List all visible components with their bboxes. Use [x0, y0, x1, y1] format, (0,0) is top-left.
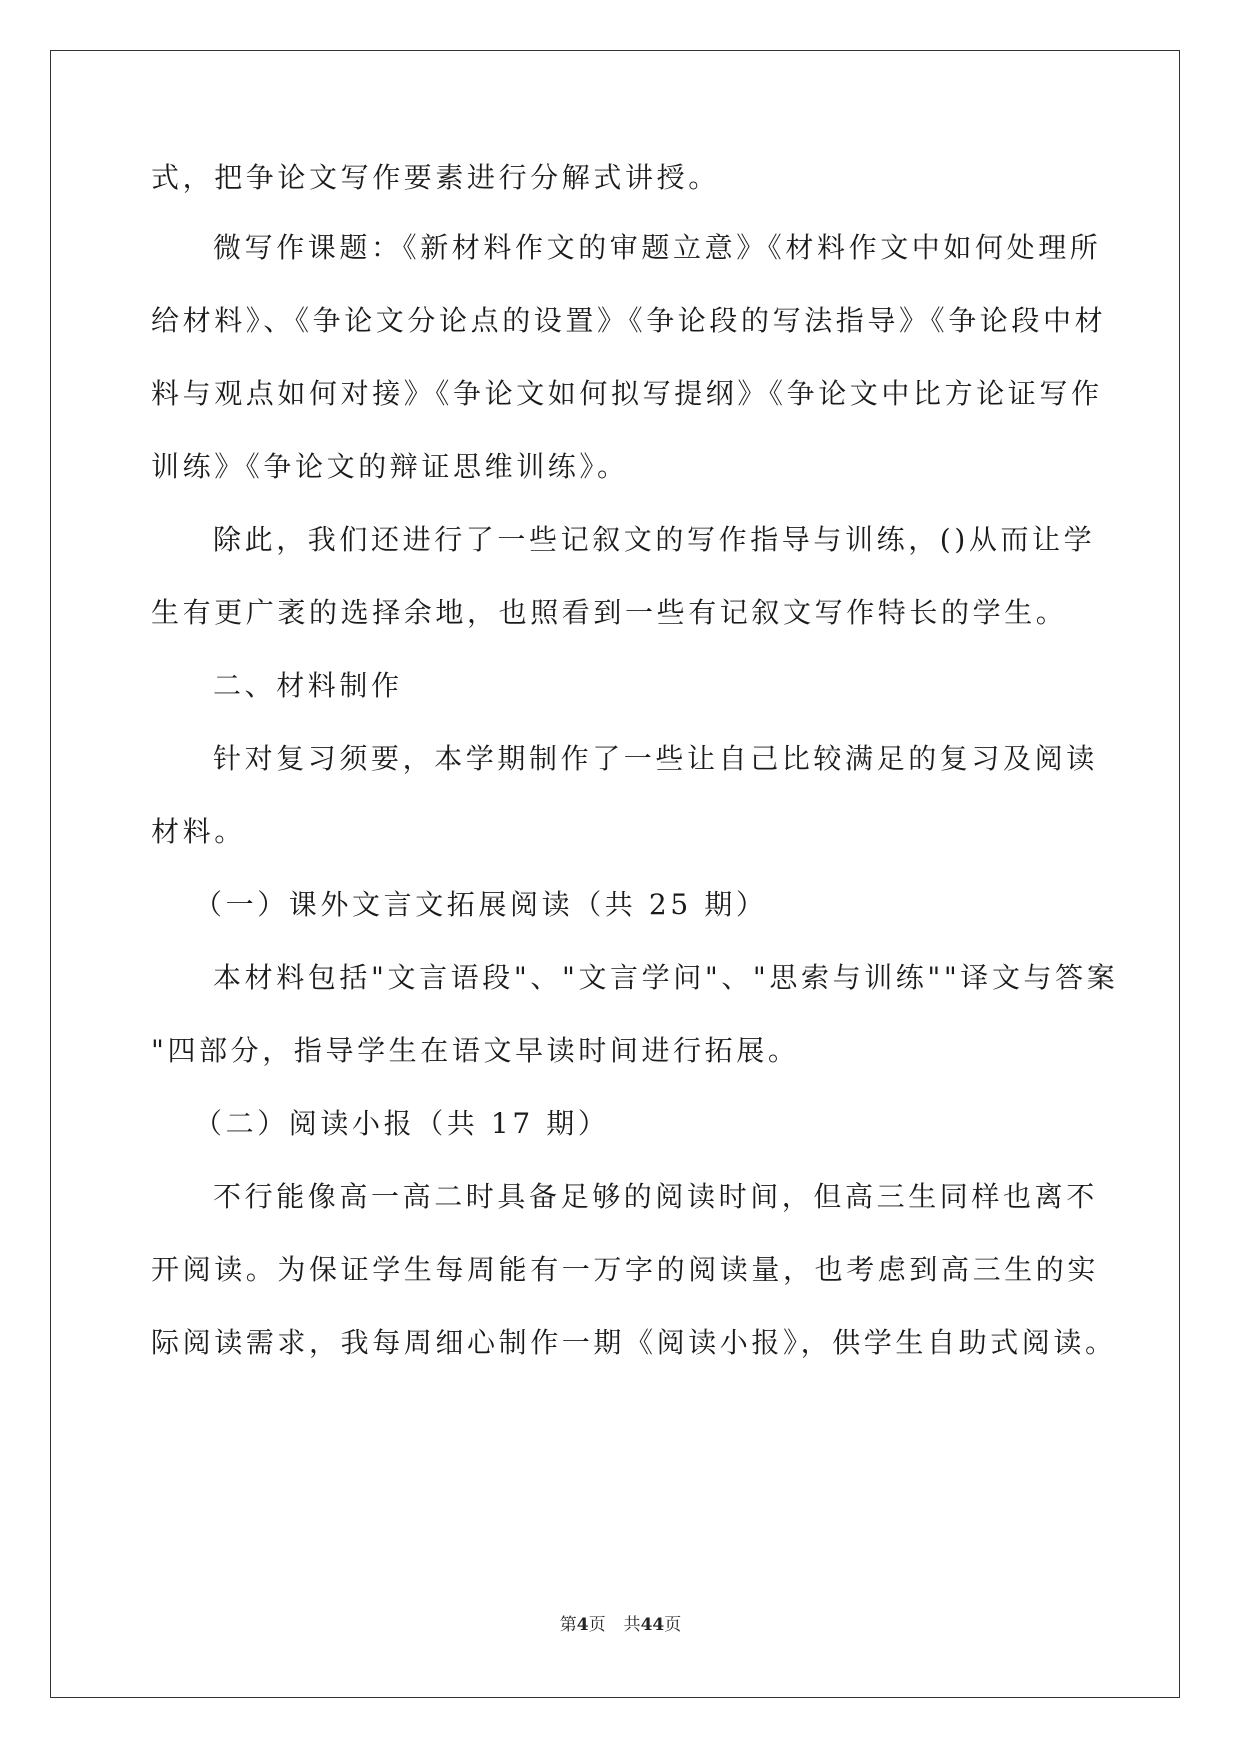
page-total: 44 [640, 1615, 665, 1635]
page-border [50, 50, 1180, 1698]
text-line: 训练》《争论文的辩证思维训练》。 [151, 450, 629, 483]
paragraph-start: 除此，我们还进行了一些记叙文的写作指导与训练，()从而让学 [213, 523, 1096, 556]
paragraph-start: 针对复习须要，本学期制作了一些让自己比较满足的复习及阅读 [213, 742, 1098, 775]
text-line: 生有更广袤的选择余地，也照看到一些有记叙文写作特长的学生。 [151, 596, 1068, 629]
text-line: 给材料》、《争论文分论点的设置》《争论段的写法指导》《争论段中材 [151, 304, 1107, 337]
total-label-suffix: 页 [664, 1615, 682, 1635]
page-number: 4 [576, 1615, 589, 1635]
page-label-suffix: 页 [588, 1615, 606, 1635]
paragraph-start: 不行能像高一高二时具备足够的阅读时间，但高三生同样也离不 [213, 1180, 1098, 1213]
paragraph-start: 本材料包括"文言语段"、"文言学问"、"思索与训练""译文与答案 [213, 961, 1119, 994]
paragraph-start: 微写作课题：《新材料作文的审题立意》《材料作文中如何处理所 [213, 231, 1102, 264]
section-heading: 二、材料制作 [213, 669, 403, 702]
text-line: 料与观点如何对接》《争论文如何拟写提纲》《争论文中比方论证写作 [151, 377, 1103, 410]
subsection-heading: （二）阅读小报（共 17 期） [194, 1107, 610, 1140]
text-line: 式，把争论文写作要素进行分解式讲授。 [151, 161, 720, 194]
total-label-prefix: 共 [623, 1615, 641, 1635]
text-line: 材料。 [151, 815, 246, 848]
page-footer [0, 1610, 1241, 1635]
page-label-prefix: 第 [559, 1615, 577, 1635]
text-line: "四部分，指导学生在语文早读时间进行拓展。 [151, 1034, 800, 1067]
text-line: 开阅读。为保证学生每周能有一万字的阅读量，也考虑到高三生的实 [151, 1253, 1100, 1286]
subsection-heading: （一）课外文言文拓展阅读（共 25 期） [194, 888, 768, 921]
text-line: 际阅读需求，我每周细心制作一期《阅读小报》，供学生自助式阅读。 [151, 1326, 1117, 1359]
